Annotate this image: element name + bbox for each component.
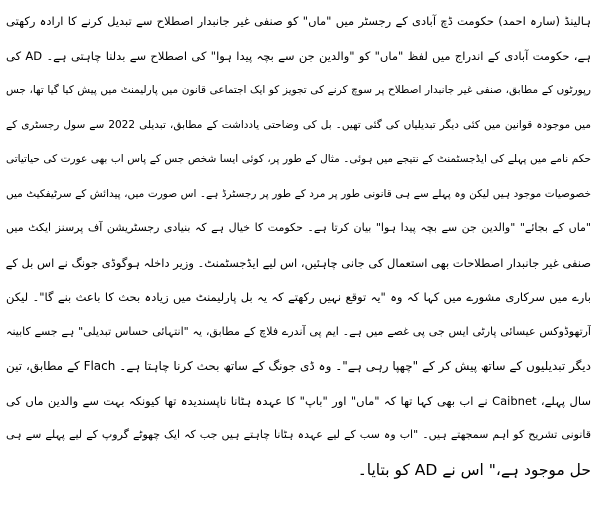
article-line: رپورٹوں کے مطابق، صنفی غیر جانبدار اصطلاح پر سوچ کرنے کی تجویز کو ایک اجتماعی قانون میں پارلیمنٹ میں پیش کیا گیا تھا، جس xyxy=(6,84,591,96)
article-line: حل موجود ہے،" اس نے AD کو بتایا۔ xyxy=(357,460,591,479)
article-line: خصوصیات موجود ہیں لیکن وہ پہلے سے ہی قانونی طور پر مرد کے طور پر رجسٹرڈ ہے۔ اس صورت میں، پیدائش کے سرٹیفکیٹ میں xyxy=(6,187,591,200)
article-line: ہے، حکومت آبادی کے اندراج میں لفظ "ماں" کو "والدین جن سے بچہ پیدا ہوا" کی اصطلاح سے بدلنا چاہتی ہے۔ AD کی xyxy=(6,48,591,63)
article-line: "ماں کے بجائے" "والدین جن سے بچہ پیدا ہوا" بیان کرتا ہے۔ حکومت کا خیال ہے کہ بنیادی رجسٹریشن آف پرسنز ایکٹ میں xyxy=(6,221,591,234)
article-line: آرتھوڈوکس عیسائی پارٹی ایس جی پی غصے میں ہے۔ ایم پی آندرے فلاچ کے مطابق، یہ "انتہائی حساس تبدیلی" ہے جسے کابینہ xyxy=(6,324,591,338)
article-line: دیگر تبدیلیوں کے ساتھ پیش کر کے "چھپا رہی ہے"۔ وہ ڈی جونگ کے ساتھ بحث کرنا چاہتا ہے۔ Flach کے مطابق، تین xyxy=(6,359,591,373)
article-line: بارے میں سرکاری مشورے میں کہا کہ وہ "یہ توقع نہیں رکھتے کہ یہ بل پارلیمنٹ میں زیادہ بحث کا باعث بنے گا"۔ لیکن xyxy=(6,290,591,304)
article-line: قانونی تشریح کو اہم سمجھتے ہیں۔ "اب وہ سب کے لیے عہدہ ہٹانا چاہتے ہیں جب کہ ایک چھوٹے گروپ کے لیے پہلے سے ہی xyxy=(6,428,591,441)
article-line: حکم نامے میں پہلے کی ایڈجسٹمنٹ کے نتیجے میں ہوئی۔ مثال کے طور پر، کوئی ایسا شخص جس کے پاس اب بھی عورت کی حیاتیاتی xyxy=(6,153,591,165)
article-line: ہالینڈ (سارہ احمد) حکومت ڈچ آبادی کے رجسٹر میں "ماں" کو صنفی غیر جانبدار اصطلاح سے تبدیل کرنے کا ارادہ رکھتی xyxy=(6,14,591,28)
article-line: میں موجودہ قوانین میں کئی دیگر تبدیلیاں کی گئی تھیں۔ بل کی وضاحتی یادداشت کے مطابق، تبدیلی 2022 سے سول رجسٹری کے xyxy=(6,118,591,131)
article-line: صنفی غیر جانبدار اصطلاحات بھی استعمال کی جانی چاہئیں، اس لیے ایڈجسٹمنٹ۔ وزیر داخلہ ہوگوڈی جونگ نے اس بل کے xyxy=(6,255,591,270)
article-line: سال پہلے، Caibnet نے اب بھی کہا تھا کہ "ماں" اور "باپ" کا عہدہ ہٹانا ناپسندیدہ تھا کیونکہ بہت سے والدین ماں کی xyxy=(6,393,591,408)
